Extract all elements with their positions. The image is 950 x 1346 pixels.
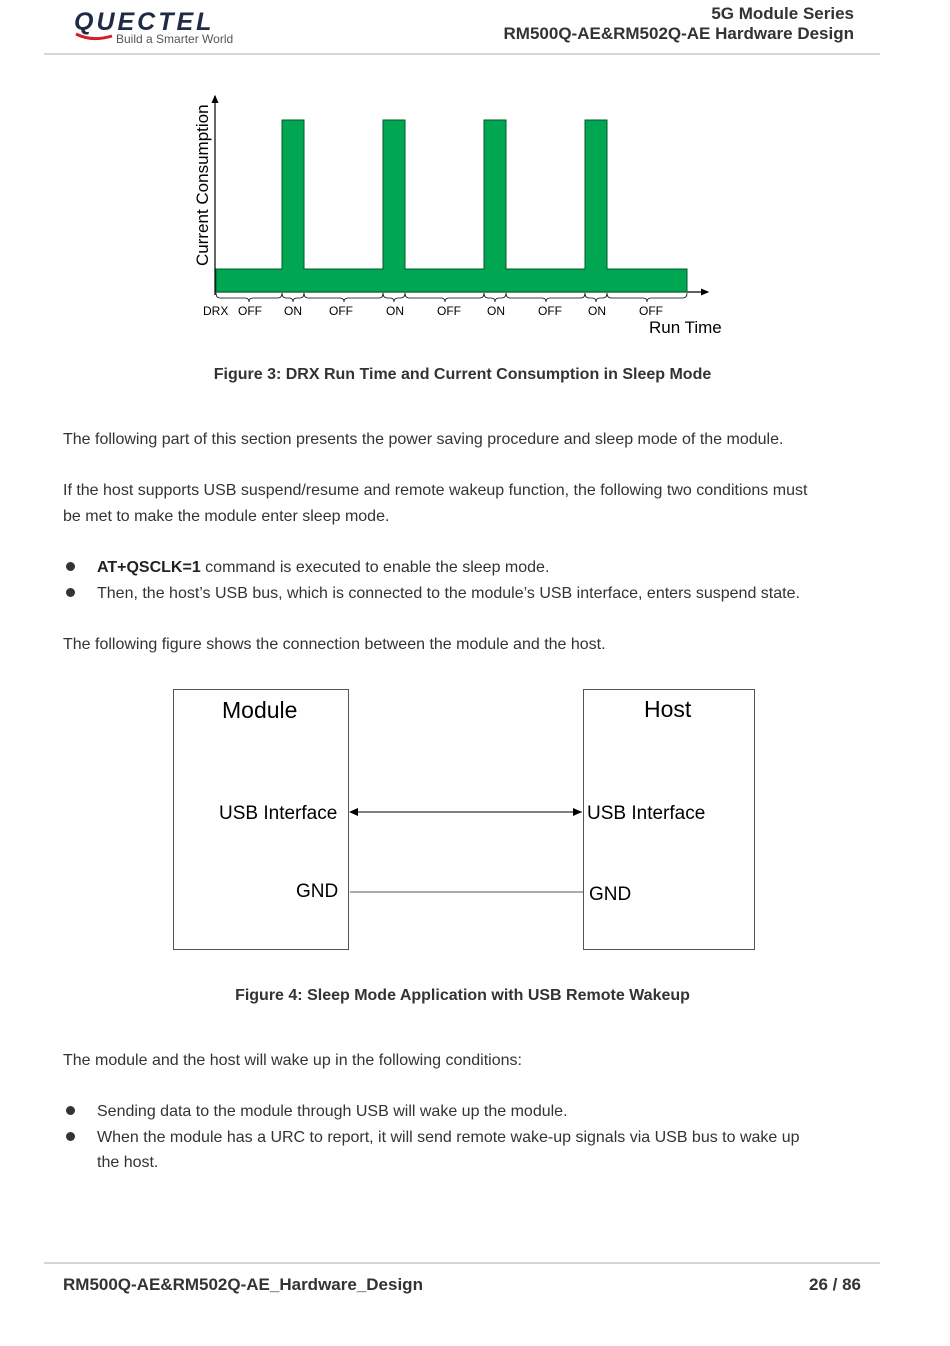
- footer-divider: [44, 1262, 880, 1264]
- drx-label: DRX: [203, 304, 229, 318]
- footer-doc-name: RM500Q-AE&RM502Q-AE_Hardware_Design: [63, 1275, 423, 1294]
- bullet-dot: [66, 588, 75, 597]
- host-title: Host: [644, 696, 692, 722]
- bullet-item: [97, 555, 877, 581]
- header-series: 5G Module Series: [711, 4, 854, 23]
- segment-label: ON: [284, 304, 302, 318]
- segment-label: ON: [386, 304, 404, 318]
- segment-label: ON: [487, 304, 505, 318]
- host-gnd-label: GND: [589, 884, 632, 905]
- at-command: AT+QSCLK=1: [97, 559, 201, 576]
- header-divider: [44, 53, 880, 55]
- current-waveform: [216, 120, 687, 292]
- x-axis-label: Run Time: [649, 318, 722, 337]
- bullet-item: Then, the host’s USB bus, which is connected to the module’s USB interface, enters suspend state.: [97, 585, 800, 602]
- segment-label: OFF: [329, 304, 353, 318]
- paragraph-figure-intro: The following figure shows the connection between the module and the host.: [63, 636, 606, 653]
- usb-wakeup-diagram: [172, 688, 757, 952]
- brace: [607, 293, 687, 302]
- y-axis-label: Current Consumption: [193, 104, 212, 266]
- drx-current-chart: [170, 80, 770, 350]
- footer-page-number: 26 / 86: [809, 1275, 861, 1294]
- figure4-caption: Figure 4: Sleep Mode Application with USB Remote Wakeup: [235, 987, 690, 1004]
- segment-label: OFF: [238, 304, 262, 318]
- brace: [506, 293, 585, 302]
- brace: [216, 293, 282, 302]
- bullet-item: Sending data to the module through USB will wake up the module.: [97, 1103, 568, 1120]
- brace: [304, 293, 383, 302]
- bullet-text: command is executed to enable the sleep mode.: [200, 559, 550, 576]
- segment-braces: [216, 293, 687, 302]
- module-gnd-label: GND: [296, 881, 339, 902]
- segment-label: ON: [588, 304, 606, 318]
- module-usb-label: USB Interface: [219, 803, 338, 824]
- logo-wordmark: QUECTEL: [74, 8, 215, 36]
- brace: [383, 293, 405, 302]
- header-doc-title: RM500Q-AE&RM502Q-AE Hardware Design: [503, 24, 854, 43]
- bullet-item: When the module has a URC to report, it will send remote wake-up signals via USB bus to wake up: [97, 1129, 800, 1146]
- paragraph-power-saving: The following part of this section presents the power saving procedure and sleep mode of the module.: [63, 431, 784, 448]
- paragraph-conditions-line2: be met to make the module enter sleep mode.: [63, 508, 390, 525]
- bullet-dot: [66, 562, 75, 571]
- brace: [484, 293, 506, 302]
- paragraph-wakeup-conditions: The module and the host will wake up in the following conditions:: [63, 1052, 522, 1069]
- bullet-dot: [66, 1132, 75, 1141]
- bullet-dot: [66, 1106, 75, 1115]
- brace: [282, 293, 304, 302]
- segment-label: OFF: [639, 304, 663, 318]
- paragraph-conditions-line1: If the host supports USB suspend/resume and remote wakeup function, the following two conditions must: [63, 482, 808, 499]
- segment-labels: [238, 304, 663, 318]
- figure3-caption: Figure 3: DRX Run Time and Current Consumption in Sleep Mode: [213, 366, 712, 383]
- quectel-logo: [72, 6, 282, 46]
- segment-label: OFF: [538, 304, 562, 318]
- logo-tagline: Build a Smarter World: [116, 32, 234, 46]
- brace: [405, 293, 484, 302]
- brace: [585, 293, 607, 302]
- segment-label: OFF: [437, 304, 461, 318]
- host-usb-label: USB Interface: [587, 803, 706, 824]
- bullet-item-continuation: the host.: [97, 1154, 159, 1171]
- module-title: Module: [222, 697, 298, 723]
